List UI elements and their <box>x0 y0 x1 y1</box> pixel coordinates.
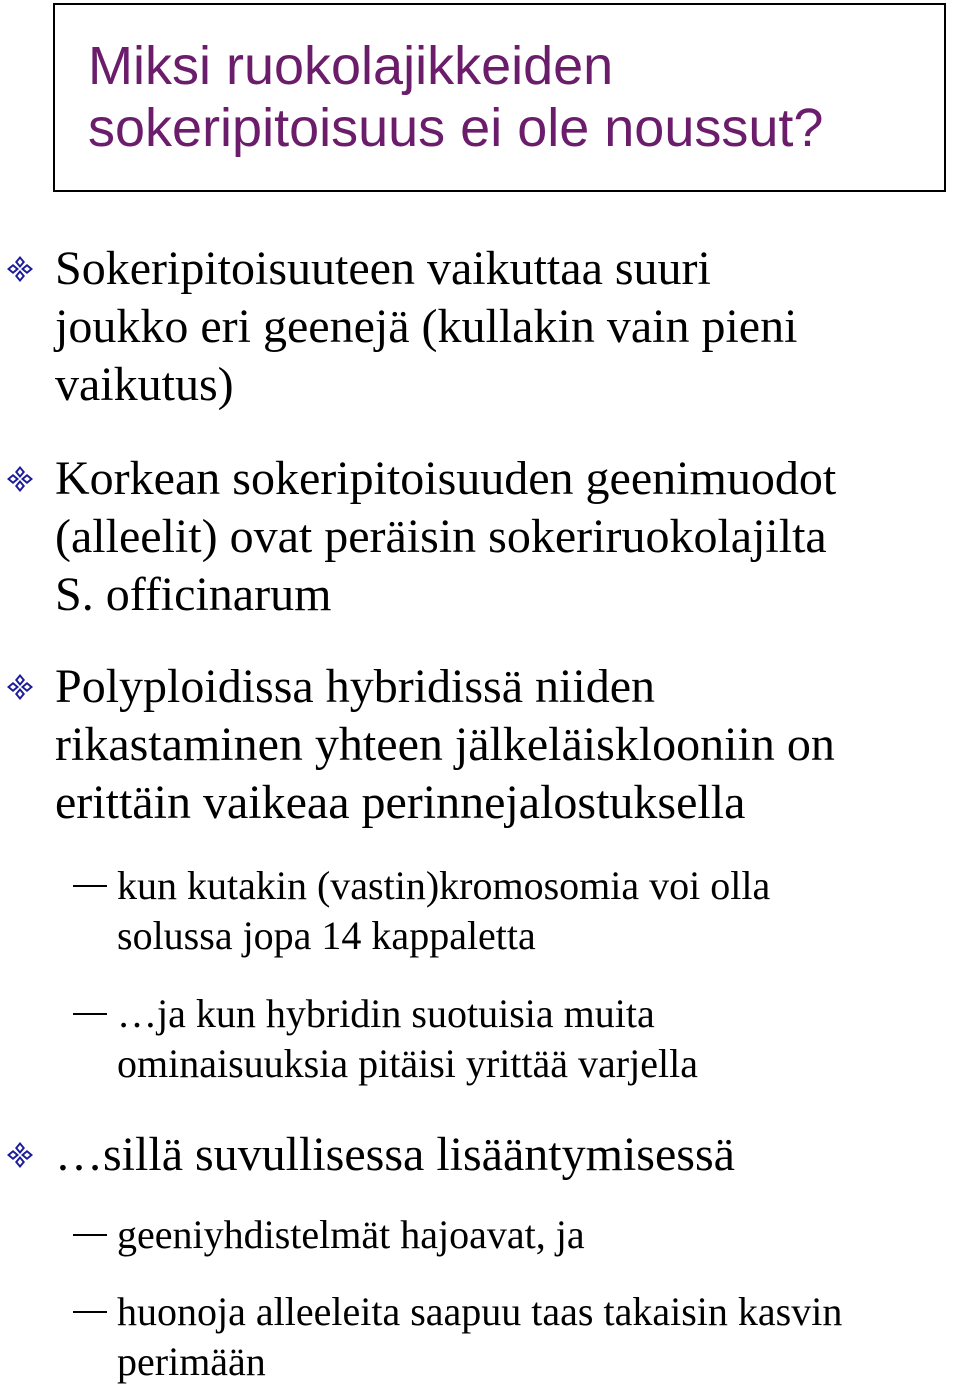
dash-bullet-icon <box>73 885 107 887</box>
bullet-2-line-1: Korkean sokeripitoisuuden geenimuodot <box>55 452 837 505</box>
bullet-3-sub-1-line-2: solussa jopa 14 kappaletta <box>117 913 536 958</box>
bullet-2 <box>55 450 950 624</box>
bullet-2-line-3: S. officinarum <box>55 568 332 621</box>
dash-bullet-icon <box>73 1234 107 1236</box>
bullet-2-line-2: (alleelit) ovat peräisin sokeriruokolajilta <box>55 510 827 563</box>
bullet-3-sub-1 <box>117 861 957 961</box>
bullet-1-line-2: joukko eri geenejä (kullakin vain pieni <box>55 300 798 353</box>
bullet-1-line-1: Sokeripitoisuuteen vaikuttaa suuri <box>55 242 711 295</box>
diamond-bullet-icon <box>6 673 34 701</box>
bullet-3 <box>55 658 950 832</box>
dash-bullet-icon <box>73 1311 107 1313</box>
bullet-1 <box>55 240 950 414</box>
bullet-3-line-1: Polyploidissa hybridissä niiden <box>55 660 655 713</box>
bullet-3-line-3: erittäin vaikeaa perinnejalostuksella <box>55 776 746 829</box>
title-box <box>53 3 946 192</box>
bullet-4-sub-2 <box>117 1287 957 1387</box>
bullet-3-sub-2 <box>117 989 957 1089</box>
diamond-bullet-icon <box>6 1141 34 1169</box>
bullet-3-line-2: rikastaminen yhteen jälkeläisklooniin on <box>55 718 835 771</box>
title-line-1: Miksi ruokolajikkeiden <box>88 36 614 96</box>
diamond-bullet-icon <box>6 465 34 493</box>
diamond-bullet-icon <box>6 255 34 283</box>
dash-bullet-icon <box>73 1013 107 1015</box>
title-line-2: sokeripitoisuus ei ole noussut? <box>88 98 824 158</box>
bullet-4-sub-1 <box>117 1210 957 1260</box>
bullet-4 <box>55 1126 950 1184</box>
bullet-1-line-3: vaikutus) <box>55 358 234 411</box>
bullet-4-sub-1-line-1: geeniyhdistelmät hajoavat, ja <box>117 1212 585 1257</box>
bullet-4-line-1: …sillä suvullisessa lisääntymisessä <box>55 1128 735 1181</box>
bullet-3-sub-1-line-1: kun kutakin (vastin)kromosomia voi olla <box>117 863 771 908</box>
bullet-3-sub-2-line-2: ominaisuuksia pitäisi yrittää varjella <box>117 1041 698 1086</box>
page-title <box>88 35 823 159</box>
bullet-3-sub-2-line-1: …ja kun hybridin suotuisia muita <box>117 991 655 1036</box>
bullet-4-sub-2-line-1: huonoja alleeleita saapuu taas takaisin kasvin <box>117 1289 843 1334</box>
bullet-4-sub-2-line-2: perimään <box>117 1339 266 1384</box>
